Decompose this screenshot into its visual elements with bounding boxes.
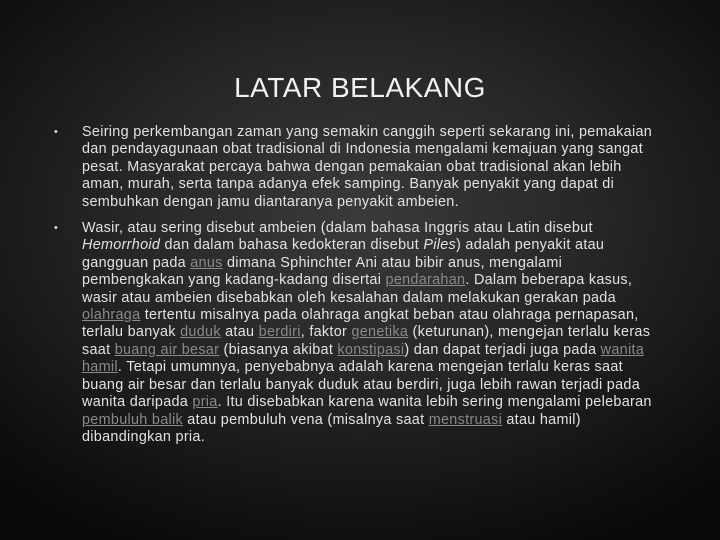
text-segment: dan dalam bahasa kedokteran disebut [160,237,424,254]
text-segment: atau pembuluh vena (misalnya saat [183,411,429,428]
text-segment: . Itu disebabkan karena wanita lebih sering mengalami pelebaran [217,394,652,411]
bullet-item-intro [54,124,666,211]
bullet-list [54,124,666,455]
text-segment: ) adalah penyakit atau gangguan pada [82,237,605,271]
bullet-text: Seiring perkembangan zaman yang semakin canggih seperti sekarang ini, pemakaian dan pendayagunaan obat tradisional di Indonesia mengalami kemajuan yang sangat pesat. Masyarakat percaya bahwa dengan pemakaian obat tradisional akan lebih aman, murah, serta tanpa adanya efek samping. Banyak penyakit yang dapat di sembuhkan dengan jamu diantaranya penyakit ambeien. [82,124,653,210]
text-segment: Wasir, atau sering disebut ambeien (dalam bahasa Inggris atau Latin disebut [82,220,593,237]
text-segment: . Tetapi umumnya, penyebabnya adalah karena mengejan terlalu keras saat buang air besar dan terlalu banyak duduk atau berdiri, juga lebih rawan terjadi pada wanita daripada [82,359,641,411]
link-anus[interactable]: anus [190,254,223,271]
text-segment: , faktor [300,324,352,341]
text-segment: atau [220,324,259,341]
link-hamil[interactable]: hamil [82,359,118,376]
text-segment: dimana Sphinchter Ani atau bibir anus, mengalami pembengkakan yang kadang-kadang disertai [82,254,563,289]
link-berdiri[interactable]: berdiri [258,324,301,341]
link-pria[interactable]: pria [192,394,218,411]
link-pendarahan[interactable]: pendarahan [385,272,466,289]
link-olahraga[interactable]: olahraga [82,307,141,324]
text-segment: . Dalam beberapa kasus, wasir atau ambeien disebabkan oleh kesalahan dalam melakukan gerakan pada [82,272,633,306]
text-segment: atau hamil) dibandingkan pria. [82,411,581,445]
link-menstruasi[interactable]: menstruasi [428,411,503,428]
link-konstipasi[interactable]: konstipasi [337,341,405,358]
link-pembuluh-balik[interactable]: pembuluh balik [82,411,183,428]
text-segment: ) dan dapat terjadi juga pada [404,341,601,358]
bullet-item-wasir [54,220,666,446]
link-duduk[interactable]: duduk [180,324,221,341]
link-buang-air-besar[interactable]: buang air besar [114,341,220,358]
bullet-marker: • [54,222,59,235]
link-wanita[interactable]: wanita [600,341,645,358]
slide-title: LATAR BELAKANG [234,72,486,103]
link-genetika[interactable]: genetika [351,324,409,341]
text-segment: tertentu misalnya pada olahraga angkat beban atau olahraga pernapasan, terlalu banyak [82,307,639,341]
italic-term-piles: Piles [423,237,457,254]
text-segment: (biasanya akibat [219,341,338,358]
bullet-marker: • [54,126,59,138]
text-segment: (keturunan), mengejan terlalu keras saat [82,324,651,358]
italic-term-hemorrhoid: Hemorrhoid [82,237,161,254]
